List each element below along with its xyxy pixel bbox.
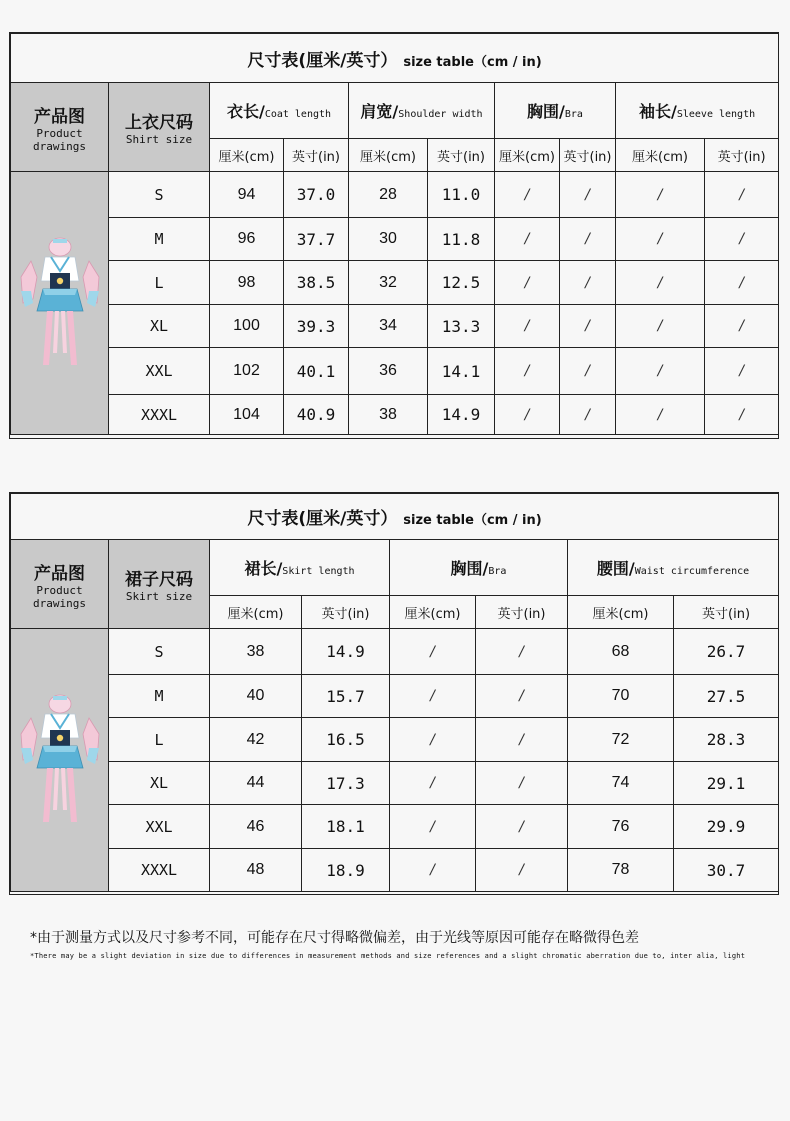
empty-value: / [390,718,476,762]
measurement-value: 14.1 [428,348,495,395]
size-label: XL [109,305,210,348]
product-drawing-cell [11,172,109,435]
measurement-value: 18.9 [302,849,390,892]
size-label: L [109,261,210,305]
shirt-size-table [9,32,779,439]
unit-in: 英寸(in) [302,596,390,629]
col-zh: 胸围/ [450,559,489,578]
column-header-shoulder-width [349,83,495,139]
empty-value: / [560,348,616,395]
measurement-value: 29.9 [674,805,779,849]
unit-cm: 厘米(cm) [390,596,476,629]
measurement-value: 27.5 [674,675,779,718]
table-row [11,305,779,348]
empty-value: / [705,395,779,435]
size-label: XXL [109,348,210,395]
measurement-value: 78 [568,849,674,892]
column-header-bra [495,83,616,139]
unit-in: 英寸(in) [428,139,495,172]
measurement-value: 46 [210,805,302,849]
measurement-value: 72 [568,718,674,762]
size-label: XL [109,762,210,805]
measurement-value: 100 [210,305,284,348]
measurement-value: 36 [349,348,428,395]
skirt-size-table [9,492,779,895]
size-label: S [109,172,210,218]
product-drawing-header [11,83,109,172]
unit-cm: 厘米(cm) [210,596,302,629]
measurement-value: 70 [568,675,674,718]
unit-in: 英寸(in) [476,596,568,629]
empty-value: / [390,849,476,892]
product-header-en: Product drawings [33,126,86,153]
measurement-value: 39.3 [284,305,349,348]
measurement-value: 38 [210,629,302,675]
size-header-zh: 上衣尺码 [125,113,193,133]
size-label: XXXL [109,849,210,892]
measurement-value: 48 [210,849,302,892]
measurement-value: 17.3 [302,762,390,805]
shirt-table-body [11,172,779,435]
empty-value: / [560,218,616,261]
measurement-value: 28.3 [674,718,779,762]
table-row [11,762,779,805]
col-en: Skirt length [282,566,355,577]
measurement-value: 18.1 [302,805,390,849]
empty-value: / [476,675,568,718]
empty-value: / [560,261,616,305]
empty-value: / [705,218,779,261]
column-header-waist [568,540,779,596]
empty-value: / [616,348,705,395]
table-row [11,261,779,305]
size-label: S [109,629,210,675]
unit-in: 英寸(in) [560,139,616,172]
measurement-value: 28 [349,172,428,218]
measurement-value: 76 [568,805,674,849]
measurement-value: 44 [210,762,302,805]
size-header [109,540,210,629]
unit-cm: 厘米(cm) [210,139,284,172]
unit-cm: 厘米(cm) [616,139,705,172]
column-header-bra [390,540,568,596]
col-en: Bra [488,566,507,577]
size-label: L [109,718,210,762]
size-label: XXXL [109,395,210,435]
size-header-zh: 裙子尺码 [125,570,193,590]
measurement-value: 68 [568,629,674,675]
col-en: Bra [564,109,583,120]
empty-value: / [705,348,779,395]
unit-cm: 厘米(cm) [495,139,560,172]
measurement-value: 30 [349,218,428,261]
product-drawing-cell [11,629,109,892]
empty-value: / [390,629,476,675]
measurement-value: 98 [210,261,284,305]
measurement-value: 96 [210,218,284,261]
product-drawing-image [17,233,103,373]
empty-value: / [390,762,476,805]
empty-value: / [390,805,476,849]
col-zh: 裙长/ [244,559,283,578]
col-zh: 衣长/ [226,102,265,121]
col-zh: 腰围/ [596,559,635,578]
col-en: Waist circumference [634,566,750,577]
empty-value: / [476,718,568,762]
size-header-en: Skirt size [125,590,193,603]
table-row [11,629,779,675]
disclaimer-en: *There may be a slight deviation in size due to differences in measurement methods and size references and a slight chromatic aberration due to, inter alia, light [30,952,746,960]
product-header-en: Product drawings [33,583,86,610]
measurement-value: 16.5 [302,718,390,762]
table-title [11,494,779,540]
measurement-value: 40.9 [284,395,349,435]
measurement-value: 34 [349,305,428,348]
measurement-value: 40 [210,675,302,718]
col-en: Shoulder width [398,109,483,120]
col-zh: 袖长/ [638,102,677,121]
measurement-value: 29.1 [674,762,779,805]
product-header-zh: 产品图 [34,563,85,584]
measurement-value: 11.8 [428,218,495,261]
empty-value: / [560,172,616,218]
col-zh: 胸围/ [527,102,565,121]
empty-value: / [705,172,779,218]
measurement-value: 14.9 [428,395,495,435]
size-label: M [109,675,210,718]
col-en: Coat length [264,109,332,120]
skirt-table-body [11,629,779,892]
disclaimer-zh: *由于测量方式以及尺寸参考不同，可能存在尺寸得略微偏差，由于光线等原因可能存在略微得色差 [30,930,639,946]
empty-value: / [390,675,476,718]
measurement-value: 38.5 [284,261,349,305]
unit-in: 英寸(in) [705,139,779,172]
measurement-value: 74 [568,762,674,805]
size-header-en: Shirt size [125,133,193,146]
column-header-coat-length [210,83,349,139]
empty-value: / [560,395,616,435]
measurement-value: 32 [349,261,428,305]
empty-value: / [495,218,560,261]
measurement-value: 13.3 [428,305,495,348]
empty-value: / [476,762,568,805]
size-label: XXL [109,805,210,849]
table-row [11,218,779,261]
unit-in: 英寸(in) [674,596,779,629]
table-row [11,849,779,892]
measurement-value: 38 [349,395,428,435]
product-drawing-image [17,690,103,830]
measurement-value: 26.7 [674,629,779,675]
size-header [109,83,210,172]
empty-value: / [495,305,560,348]
product-header-zh: 产品图 [34,106,85,127]
empty-value: / [616,218,705,261]
measurement-value: 37.7 [284,218,349,261]
measurement-value: 11.0 [428,172,495,218]
size-label: M [109,218,210,261]
product-drawing-header [11,540,109,629]
measurement-value: 102 [210,348,284,395]
table-row [11,395,779,435]
table-row [11,718,779,762]
empty-value: / [495,261,560,305]
empty-value: / [616,261,705,305]
table-row [11,675,779,718]
measurement-value: 94 [210,172,284,218]
measurement-value: 104 [210,395,284,435]
empty-value: / [560,305,616,348]
empty-value: / [495,348,560,395]
empty-value: / [616,172,705,218]
measurement-value: 37.0 [284,172,349,218]
empty-value: / [495,395,560,435]
table-title [11,34,779,83]
empty-value: / [705,305,779,348]
col-en: Sleeve length [676,109,756,120]
column-header-skirt-length [210,540,390,596]
unit-cm: 厘米(cm) [568,596,674,629]
table-row [11,348,779,395]
table-row [11,805,779,849]
measurement-value: 42 [210,718,302,762]
measurement-value: 15.7 [302,675,390,718]
measurement-value: 40.1 [284,348,349,395]
measurement-value: 30.7 [674,849,779,892]
title-en: size table（cm / in) [403,513,542,528]
empty-value: / [476,805,568,849]
unit-in: 英寸(in) [284,139,349,172]
col-zh: 肩宽/ [360,102,399,121]
unit-cm: 厘米(cm) [349,139,428,172]
empty-value: / [476,849,568,892]
measurement-value: 12.5 [428,261,495,305]
empty-value: / [495,172,560,218]
measurement-value: 14.9 [302,629,390,675]
title-zh: 尺寸表(厘米/英寸） [247,50,398,71]
empty-value: / [476,629,568,675]
table-row [11,172,779,218]
title-zh: 尺寸表(厘米/英寸） [247,509,398,529]
column-header-sleeve-length [616,83,779,139]
empty-value: / [616,305,705,348]
empty-value: / [616,395,705,435]
title-en: size table（cm / in) [403,54,542,70]
empty-value: / [705,261,779,305]
